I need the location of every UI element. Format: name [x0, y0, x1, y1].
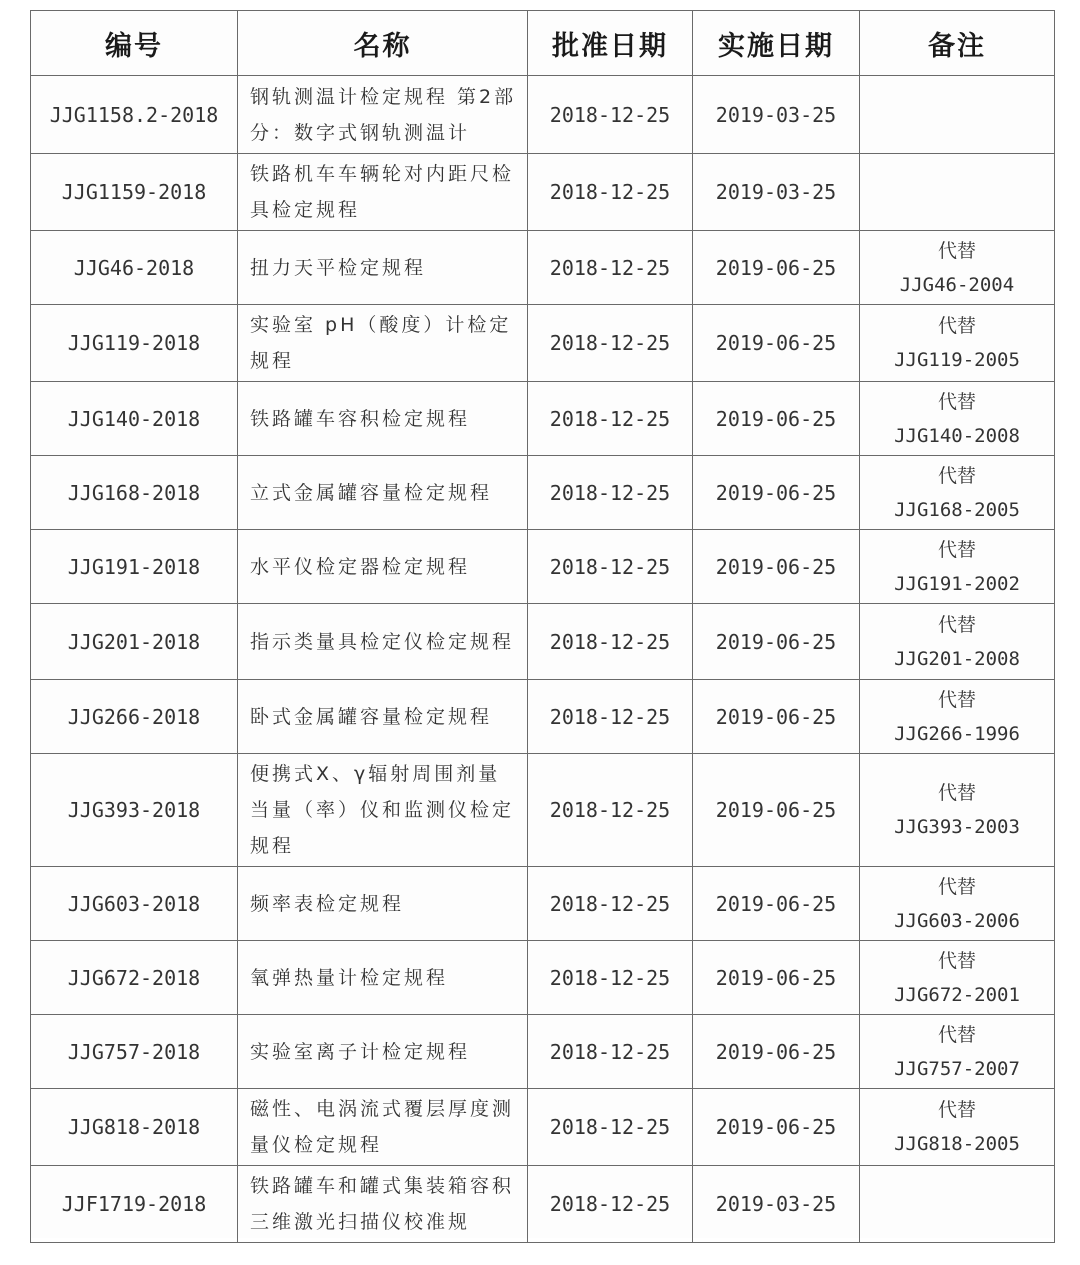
table-row — [31, 1166, 1055, 1243]
cell-remark — [860, 604, 1055, 680]
cell-remark — [860, 867, 1055, 941]
cell-effective-date: 2019-06-25 — [693, 530, 860, 604]
cell-approve-date: 2018-12-25 — [528, 1015, 693, 1089]
table-row — [31, 1015, 1055, 1089]
cell-approve-date: 2018-12-25 — [528, 1089, 693, 1166]
remark-replaced-code: JJG201-2008 — [894, 647, 1020, 670]
cell-effective-date: 2019-06-25 — [693, 867, 860, 941]
cell-name — [238, 382, 528, 456]
header-effective-date: 实施日期 — [693, 11, 860, 76]
header-remark: 备注 — [860, 11, 1055, 76]
table-row — [31, 382, 1055, 456]
header-code: 编号 — [31, 11, 238, 76]
cell-name — [238, 754, 528, 867]
remark-replaced-code: JJG603-2006 — [894, 909, 1020, 932]
cell-code: JJG393-2018 — [31, 754, 238, 867]
cell-name-text: 扭力天平检定规程 — [250, 256, 427, 279]
cell-code: JJG757-2018 — [31, 1015, 238, 1089]
cell-name — [238, 941, 528, 1015]
standards-table — [30, 10, 1055, 1243]
cell-remark — [860, 680, 1055, 754]
table-body — [31, 76, 1055, 1243]
cell-approve-date: 2018-12-25 — [528, 941, 693, 1015]
cell-effective-date: 2019-06-25 — [693, 231, 860, 305]
cell-name-text: 频率表检定规程 — [250, 892, 405, 915]
remark-replaced-code: JJG168-2005 — [894, 498, 1020, 521]
cell-name — [238, 1015, 528, 1089]
cell-name-text: 指示类量具检定仪检定规程 — [250, 630, 515, 653]
cell-name — [238, 1089, 528, 1166]
cell-name — [238, 154, 528, 231]
cell-name-text: 铁路罐车和罐式集装箱容积三维激光扫描仪校准规 — [250, 1175, 515, 1233]
cell-name-text: 水平仪检定器检定规程 — [250, 555, 471, 578]
cell-effective-date: 2019-06-25 — [693, 1089, 860, 1166]
cell-approve-date: 2018-12-25 — [528, 456, 693, 530]
cell-effective-date: 2019-06-25 — [693, 604, 860, 680]
cell-name-text: 实验室 pH（酸度）计检定规程 — [250, 314, 512, 372]
remark-replaced-code: JJG266-1996 — [894, 722, 1020, 745]
cell-remark — [860, 530, 1055, 604]
remark-replaced-code: JJG119-2005 — [894, 349, 1020, 371]
cell-name — [238, 456, 528, 530]
cell-name — [238, 530, 528, 604]
cell-approve-date: 2018-12-25 — [528, 754, 693, 867]
table-row — [31, 604, 1055, 680]
remark-replace-label: 代替 — [937, 949, 976, 972]
remark-replace-label: 代替 — [937, 538, 976, 561]
remark-replace-label: 代替 — [937, 875, 976, 898]
remark-replaced-code: JJG818-2005 — [894, 1133, 1020, 1155]
cell-code: JJG140-2018 — [31, 382, 238, 456]
cell-remark — [860, 1015, 1055, 1089]
cell-approve-date: 2018-12-25 — [528, 231, 693, 305]
table-row — [31, 456, 1055, 530]
cell-name-text: 铁路罐车容积检定规程 — [250, 407, 471, 430]
cell-approve-date: 2018-12-25 — [528, 382, 693, 456]
cell-approve-date: 2018-12-25 — [528, 604, 693, 680]
cell-code: JJG119-2018 — [31, 305, 238, 382]
cell-approve-date: 2018-12-25 — [528, 867, 693, 941]
table-row — [31, 76, 1055, 154]
cell-remark — [860, 76, 1055, 154]
cell-code: JJG191-2018 — [31, 530, 238, 604]
header-approve-date: 批准日期 — [528, 11, 693, 76]
cell-name-text: 实验室离子计检定规程 — [250, 1040, 471, 1063]
cell-name — [238, 680, 528, 754]
remark-replace-label: 代替 — [937, 613, 976, 636]
cell-name — [238, 867, 528, 941]
cell-code: JJG168-2018 — [31, 456, 238, 530]
table-row — [31, 941, 1055, 1015]
remark-replace-label: 代替 — [937, 239, 976, 262]
cell-code: JJG603-2018 — [31, 867, 238, 941]
remark-replaced-code: JJG191-2002 — [894, 572, 1020, 595]
cell-effective-date: 2019-06-25 — [693, 456, 860, 530]
remark-replace-label: 代替 — [937, 315, 976, 337]
cell-effective-date: 2019-06-25 — [693, 382, 860, 456]
cell-approve-date: 2018-12-25 — [528, 76, 693, 154]
cell-code: JJF1719-2018 — [31, 1166, 238, 1243]
header-name: 名称 — [238, 11, 528, 76]
cell-approve-date: 2018-12-25 — [528, 305, 693, 382]
cell-name-text: 立式金属罐容量检定规程 — [250, 481, 493, 504]
cell-code: JJG46-2018 — [31, 231, 238, 305]
cell-approve-date: 2018-12-25 — [528, 1166, 693, 1243]
remark-replaced-code: JJG140-2008 — [894, 424, 1020, 447]
cell-approve-date: 2018-12-25 — [528, 154, 693, 231]
table-row — [31, 680, 1055, 754]
cell-code: JJG201-2018 — [31, 604, 238, 680]
cell-name-text: 便携式X、γ辐射周围剂量当量（率）仪和监测仪检定规程 — [250, 763, 515, 857]
cell-code: JJG1159-2018 — [31, 154, 238, 231]
cell-code: JJG1158.2-2018 — [31, 76, 238, 154]
cell-effective-date: 2019-06-25 — [693, 305, 860, 382]
cell-approve-date: 2018-12-25 — [528, 530, 693, 604]
cell-effective-date: 2019-06-25 — [693, 680, 860, 754]
cell-remark — [860, 305, 1055, 382]
standards-table-sheet — [30, 10, 1054, 1238]
remark-replaced-code: JJG757-2007 — [894, 1057, 1020, 1080]
cell-effective-date: 2019-03-25 — [693, 1166, 860, 1243]
cell-effective-date: 2019-03-25 — [693, 154, 860, 231]
cell-name — [238, 604, 528, 680]
table-row — [31, 154, 1055, 231]
remark-replace-label: 代替 — [937, 688, 976, 711]
cell-effective-date: 2019-03-25 — [693, 76, 860, 154]
cell-effective-date: 2019-06-25 — [693, 1015, 860, 1089]
cell-effective-date: 2019-06-25 — [693, 754, 860, 867]
cell-approve-date: 2018-12-25 — [528, 680, 693, 754]
cell-name — [238, 231, 528, 305]
cell-effective-date: 2019-06-25 — [693, 941, 860, 1015]
table-row — [31, 867, 1055, 941]
cell-remark — [860, 382, 1055, 456]
cell-remark — [860, 754, 1055, 867]
cell-code: JJG266-2018 — [31, 680, 238, 754]
table-row — [31, 231, 1055, 305]
remark-replace-label: 代替 — [937, 464, 976, 487]
cell-code: JJG818-2018 — [31, 1089, 238, 1166]
cell-code: JJG672-2018 — [31, 941, 238, 1015]
cell-remark — [860, 941, 1055, 1015]
remark-replaced-code: JJG672-2001 — [894, 983, 1020, 1006]
remark-replace-label: 代替 — [937, 782, 976, 804]
cell-name-text: 卧式金属罐容量检定规程 — [250, 705, 493, 728]
cell-name-text: 磁性、电涡流式覆层厚度测量仪检定规程 — [250, 1098, 515, 1156]
table-row — [31, 305, 1055, 382]
cell-remark — [860, 456, 1055, 530]
remark-replace-label: 代替 — [937, 1099, 976, 1121]
cell-remark — [860, 1089, 1055, 1166]
cell-remark — [860, 231, 1055, 305]
cell-remark — [860, 154, 1055, 231]
cell-name-text: 氧弹热量计检定规程 — [250, 966, 449, 989]
cell-name-text: 钢轨测温计检定规程 第2部分：数字式钢轨测温计 — [250, 85, 517, 144]
remark-replace-label: 代替 — [937, 1023, 976, 1046]
remark-replace-label: 代替 — [937, 390, 976, 413]
cell-name — [238, 305, 528, 382]
table-row — [31, 754, 1055, 867]
table-row — [31, 1089, 1055, 1166]
cell-name — [238, 1166, 528, 1243]
table-header-row — [31, 11, 1055, 76]
cell-name — [238, 76, 528, 154]
cell-name-text: 铁路机车车辆轮对内距尺检具检定规程 — [250, 163, 515, 221]
table-row — [31, 530, 1055, 604]
remark-replaced-code: JJG393-2003 — [894, 816, 1020, 838]
cell-remark — [860, 1166, 1055, 1243]
remark-replaced-code: JJG46-2004 — [899, 273, 1015, 296]
